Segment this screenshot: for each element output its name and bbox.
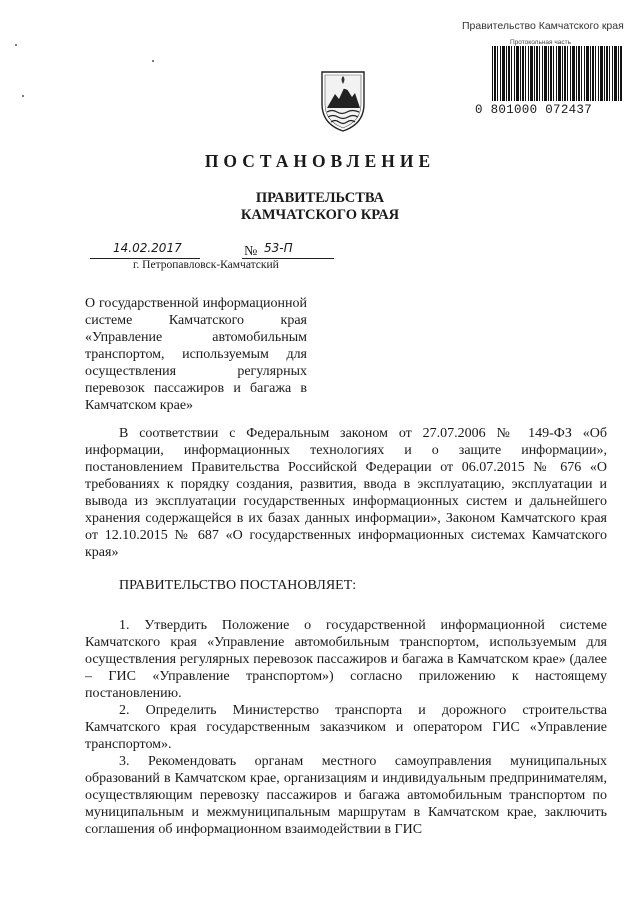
coat-of-arms-icon — [318, 68, 368, 134]
document-number-label: № — [244, 244, 258, 259]
preamble-paragraph: В соответствии с Федеральным законом от 27.07.2006 № 149-ФЗ «Об информации, информационных технологиях и о защите информации», постановлением Правительства Российской Федерации от 06.07.2015 № 676 «О требованиях к порядку создания, развития, ввода в эксплуатацию, эксплуатации и вывода из эксплуатации государственных информационных систем и дальнейшего хранения содержащейся в их базах данных информации», Законом Камчатского края от 12.10.2015 № 687 «О государственных информационных системах Камчатского края» — [85, 426, 607, 560]
city-name: г. Петропавловск-Камчатский — [133, 259, 279, 271]
barcode-number: 0 801000 072437 — [475, 103, 625, 117]
resolution-item-1: 1. Утвердить Положение о государственной информационной системе Камчатского края «Управление автомобильным транспортом, используемым для осуществления регулярных перевозок пассажиров и багажа в Камчатском крае» (далее – ГИС «Управление транспортом») согласно приложению к настоящему постановлению. — [85, 618, 607, 701]
speck — [22, 95, 24, 97]
registry-stamp-organization: Правительство Камчатского края — [462, 20, 624, 32]
barcode — [492, 46, 622, 101]
resolution-items — [85, 617, 607, 838]
document-number: 53-П — [264, 241, 293, 255]
issuer-line-2: КАМЧАТСКОГО КРАЯ — [240, 207, 400, 223]
document-date: 14.02.2017 — [113, 241, 182, 255]
resolution-item-2: 2. Определить Министерство транспорта и дорожного строительства Камчатского края государственным заказчиком и оператором ГИС «Управление транспортом». — [85, 703, 607, 752]
resolution-heading: ПРАВИТЕЛЬСТВО ПОСТАНОВЛЯЕТ: — [119, 578, 357, 593]
document-subject: О государственной информационной системе Камчатского края «Управление автомобильным транспортом, используемым для осуществления регулярных перевозок пассажиров и багажа в Камчатском крае» — [85, 296, 307, 413]
document-type-title: ПОСТАНОВЛЕНИЕ — [204, 151, 436, 171]
speck — [152, 60, 154, 62]
registry-stamp-part-label: Протокольная часть — [510, 39, 571, 46]
speck — [15, 44, 17, 46]
resolution-item-3: 3. Рекомендовать органам местного самоуправления муниципальных образований в Камчатском крае, организациям и индивидуальным предпринимателям, осуществляющим перевозку пассажиров и багажа автомобильным транспортом по муниципальным и межмуниципальным маршрутам в Камчатском крае, заключить соглашения об информационном взаимодействии в ГИС — [85, 754, 607, 837]
issuer-line-1: ПРАВИТЕЛЬСТВА — [255, 190, 385, 206]
